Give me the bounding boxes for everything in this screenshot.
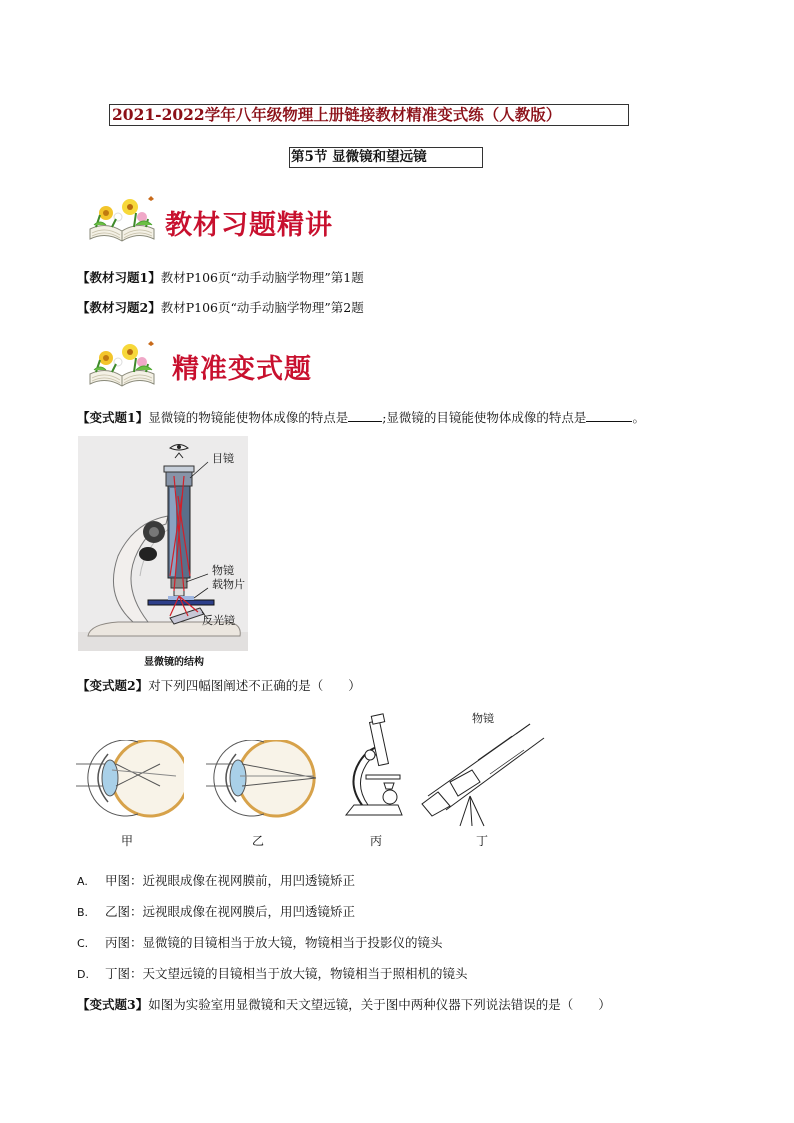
microscope-small-diagram xyxy=(340,713,412,823)
option-d[interactable] xyxy=(77,965,468,984)
option-text: 丁图：天文望远镜的目镜相当于放大镜，物镜相当于照相机的镜头 xyxy=(105,966,468,981)
option-b[interactable] xyxy=(77,903,355,922)
exercise-tag: 【教材习题1】 xyxy=(77,270,161,285)
question-tag: 【变式题3】 xyxy=(77,997,149,1012)
option-a[interactable] xyxy=(77,872,355,891)
document-title: 2021-2022学年八年级物理上册链接教材精准变式练（人教版） xyxy=(109,104,629,126)
question-text-part1: 显微镜的物镜能使物体成像的特点是 xyxy=(148,410,349,425)
question-text: 对下列四幅图阐述不正确的是（ ） xyxy=(148,678,361,693)
question-2 xyxy=(77,677,361,695)
question-tag: 【变式题1】 xyxy=(77,410,149,425)
figure-label-yi: 乙 xyxy=(252,834,265,848)
figure-label-bing: 丙 xyxy=(370,834,383,848)
label-objective: 物镜 xyxy=(212,564,234,577)
microscope-structure-figure xyxy=(78,436,248,668)
label-slide: 载物片 xyxy=(212,578,245,591)
banner-textbook-exercises: 教材习题精讲 xyxy=(165,210,333,241)
question-1 xyxy=(77,409,645,427)
option-letter: D. xyxy=(77,968,89,981)
question-text: 如图为实验室用显微镜和天文望远镜，关于图中两种仪器下列说法错误的是（ ） xyxy=(148,997,611,1012)
exercise-text: 教材P106页“动手动脑学物理”第2题 xyxy=(160,300,364,315)
section-title: 第5节 显微镜和望远镜 xyxy=(289,147,483,168)
textbook-exercise-2 xyxy=(77,299,364,317)
myopia-eye-diagram xyxy=(76,740,184,820)
open-book-flowers-icon xyxy=(86,193,158,243)
open-book-flowers-icon xyxy=(86,338,158,388)
option-letter: A. xyxy=(77,875,88,888)
figure-label-jia: 甲 xyxy=(121,834,134,848)
telescope-diagram xyxy=(420,720,550,830)
option-letter: B. xyxy=(77,906,89,919)
answer-blank[interactable] xyxy=(586,409,632,422)
exercise-tag: 【教材习题2】 xyxy=(77,300,161,315)
option-c[interactable] xyxy=(77,934,443,953)
answer-blank[interactable] xyxy=(348,409,382,422)
figure-caption: 显微镜的结构 xyxy=(144,657,204,668)
textbook-exercise-1 xyxy=(77,269,364,287)
option-text: 乙图：远视眼成像在视网膜后，用凹透镜矫正 xyxy=(105,904,356,919)
label-mirror: 反光镜 xyxy=(202,614,235,627)
figure-label-ding: 丁 xyxy=(476,834,489,848)
question-3 xyxy=(77,996,611,1014)
option-text: 丙图：显微镜的目镜相当于放大镜，物镜相当于投影仪的镜头 xyxy=(105,935,443,950)
telescope-label-objective: 物镜 xyxy=(472,712,494,725)
label-eyepiece: 目镜 xyxy=(212,452,234,465)
question-tag: 【变式题2】 xyxy=(77,678,149,693)
question-end: 。 xyxy=(632,410,645,425)
hyperopia-eye-diagram xyxy=(206,740,318,820)
question-text-part2: ;显微镜的目镜能使物体成像的特点是 xyxy=(382,410,587,425)
option-text: 甲图：近视眼成像在视网膜前，用凹透镜矫正 xyxy=(105,873,356,888)
option-letter: C. xyxy=(77,937,89,950)
banner-precise-variants: 精准变式题 xyxy=(172,354,312,385)
exercise-text: 教材P106页“动手动脑学物理”第1题 xyxy=(160,270,364,285)
